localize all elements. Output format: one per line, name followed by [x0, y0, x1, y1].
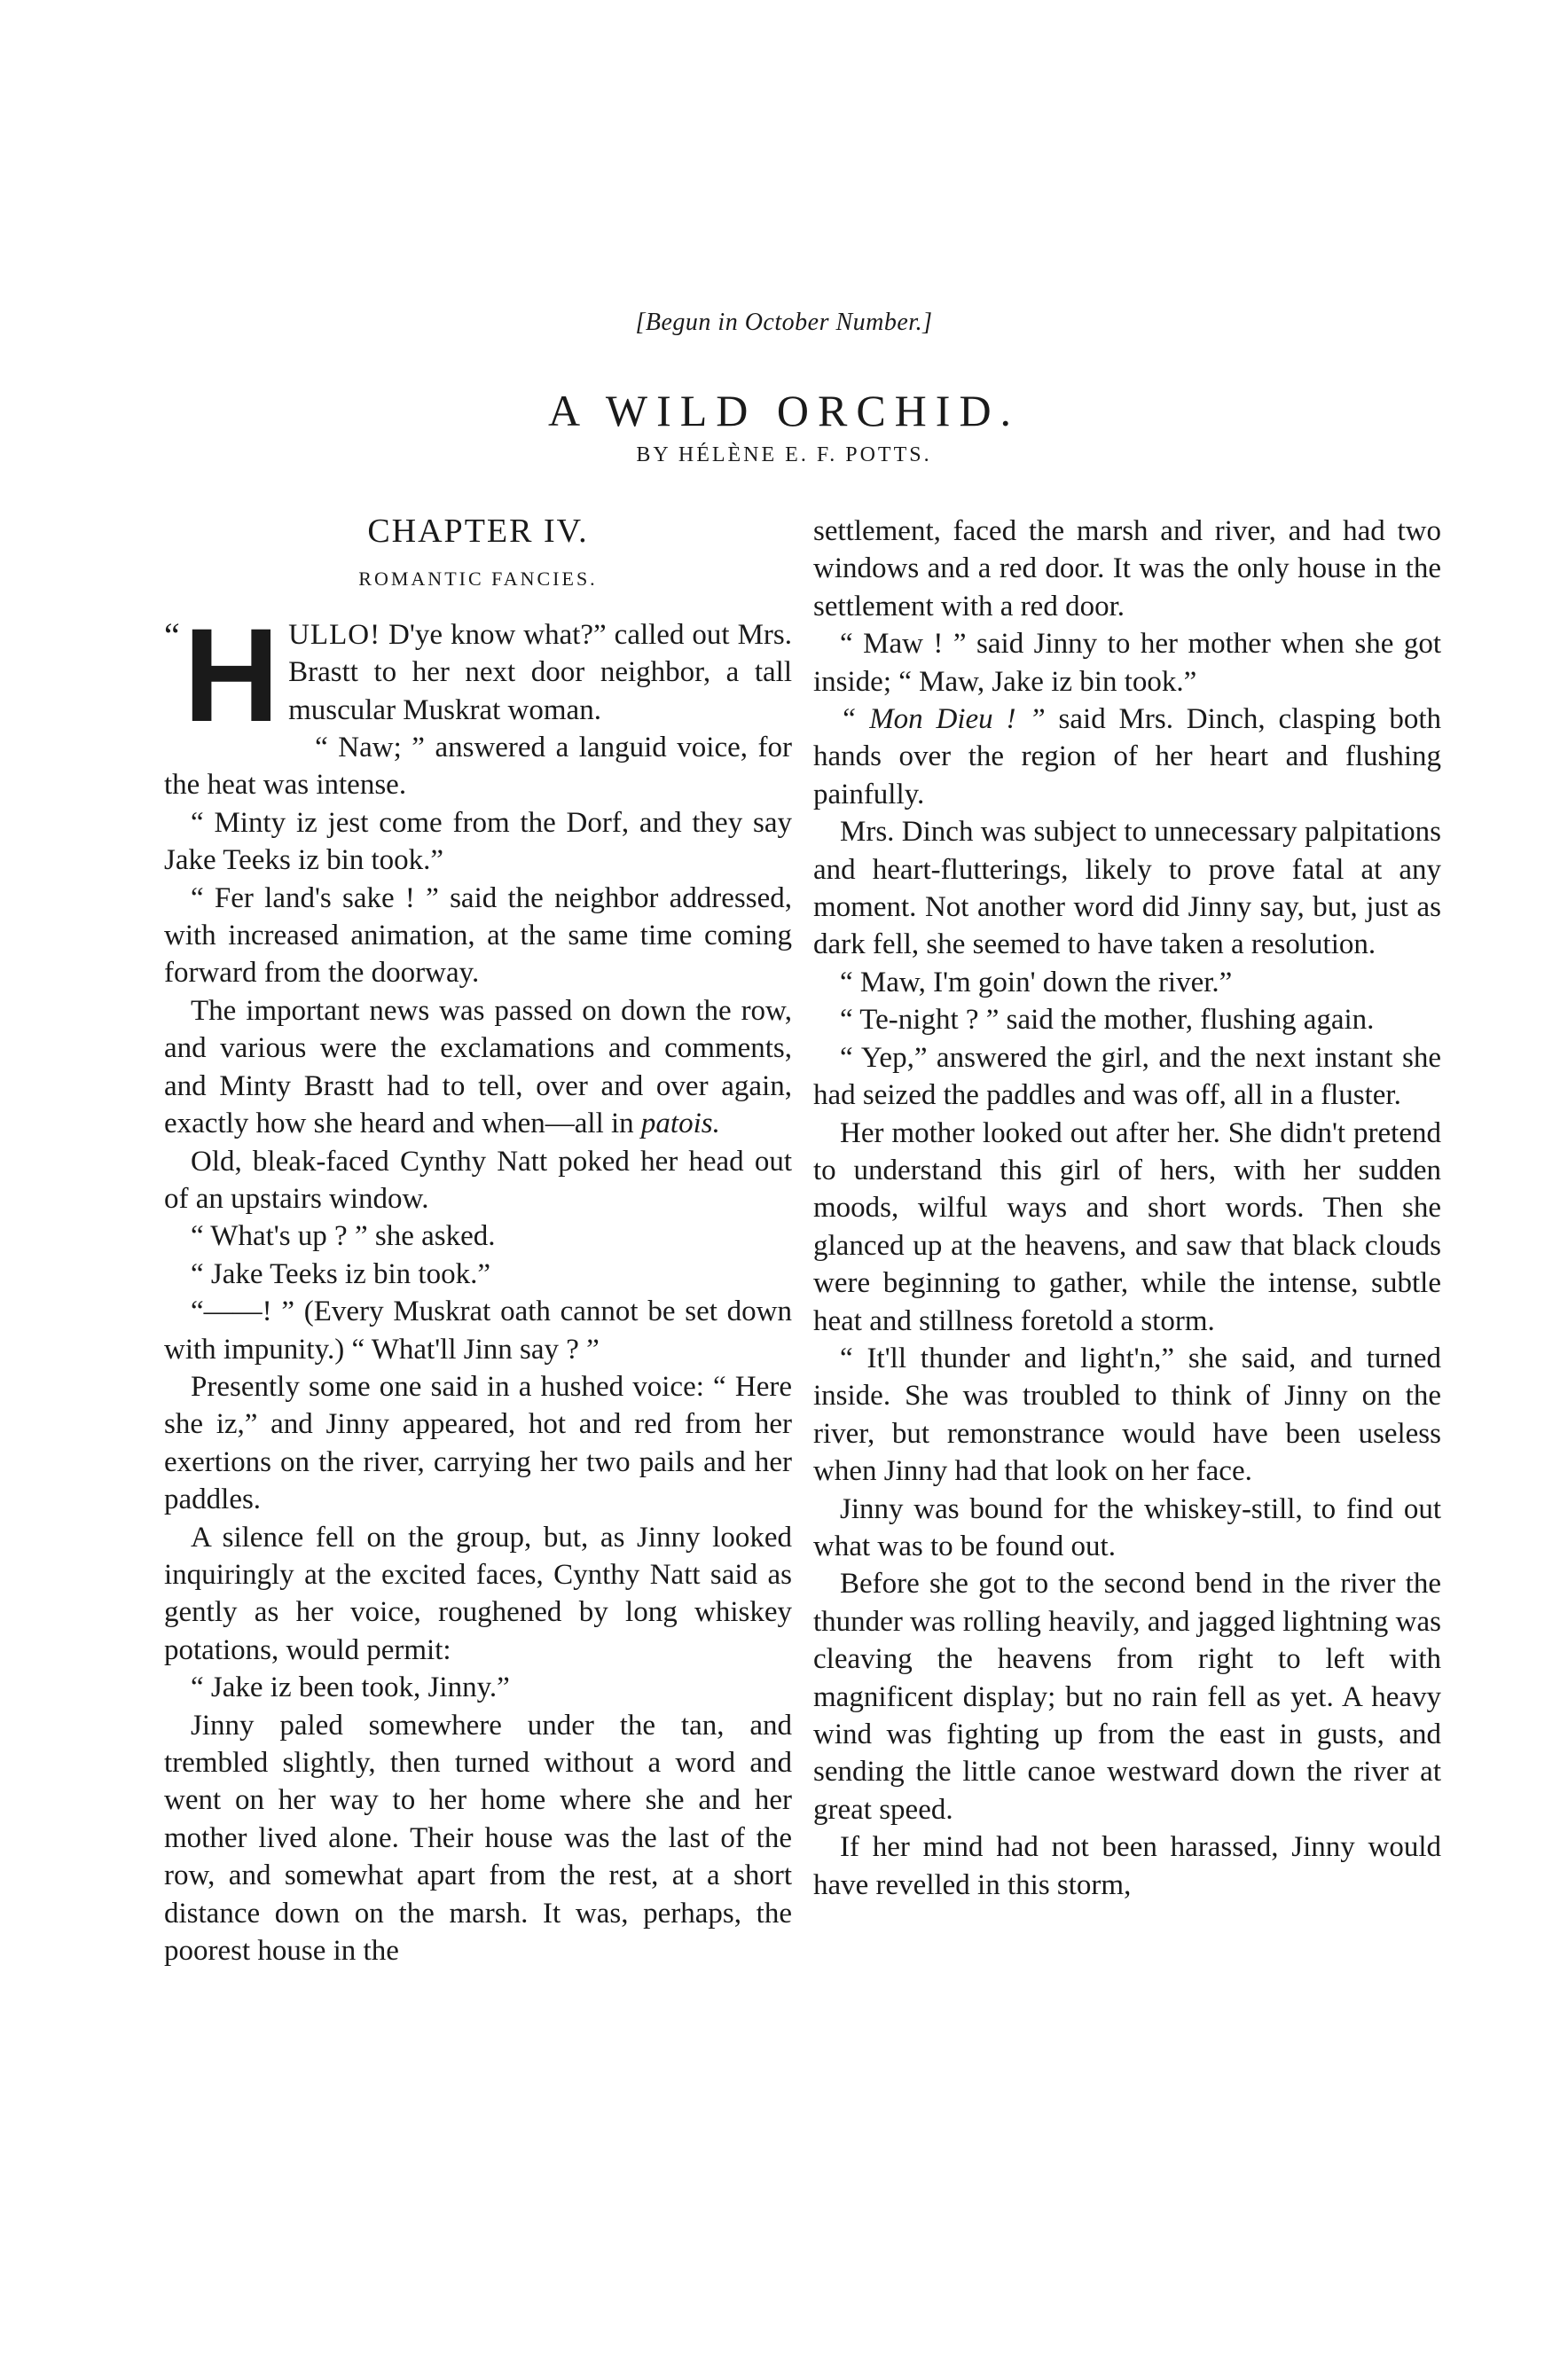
chapter-heading: CHAPTER IV. [367, 513, 589, 550]
paragraph: “ Jake iz been took, Jinny.” [191, 1671, 510, 1704]
paragraph: “ Naw; ” answered a languid voice, for the heat was intense. [164, 732, 792, 802]
story-title: A WILD ORCHID. [547, 385, 1021, 435]
paragraph-text: D'ye know what?” called out Mrs. Brastt to her next door neighbor, a tall muscular Muskrat woman. [288, 618, 792, 726]
drop-cap-quote: “ [164, 615, 180, 655]
paragraph: A silence fell on the group, but, as Jinny looked inquiringly at the excited faces, Cynthy Natt said as gently as her voice, roughened by long whiskey potations, would permit: [164, 1521, 792, 1666]
paragraph [164, 992, 792, 1143]
author-byline: BY HÉLÈNE E. F. POTTS. [636, 443, 932, 466]
left-column [164, 513, 792, 1969]
paragraph: Jinny was bound for the whiskey-still, to find out what was to be found out. [813, 1492, 1441, 1562]
paragraph: settlement, faced the marsh and river, and had two windows and a red door. It was the only house in the settlement with a red door. [813, 515, 1441, 622]
paragraph: Mrs. Dinch was subject to unnecessary palpitations and heart-flutterings, likely to prove fatal at any moment. Not another word did Jinny say, but, just as dark fell, she seemed to have taken a resolution. [813, 816, 1441, 961]
chapter-subtitle: ROMANTIC FANCIES. [358, 568, 598, 591]
paragraph: “——! ” (Every Muskrat oath cannot be set down with impunity.) “ What'll Jinn say ? ” [164, 1296, 792, 1366]
paragraph-text: The important news was passed on down the row, and various were the exclamations and comments, and Minty Brastt had to tell, over and over again, exactly how she heard and when—all in [164, 994, 792, 1140]
paragraph: “ What's up ? ” she asked. [191, 1220, 496, 1253]
paragraph: “ Jake Teeks iz bin took.” [191, 1257, 490, 1290]
paragraph: “ It'll thunder and light'n,” she said, and turned inside. She was troubled to think of Jinny on the river, but remonstrance would have been useless when Jinny had that look on her face. [813, 1342, 1441, 1488]
paragraph: “ Minty iz jest come from the Dorf, and they say Jake Teeks iz bin took.” [164, 806, 792, 877]
paragraph-text: said Mrs. Dinch, clasping both hands over the region of her heart and flushing painfully. [813, 703, 1441, 810]
paragraph: Before she got to the second bend in the river the thunder was rolling heavily, and jagged lightning was cleaving the heavens from right to left with magnificent display; but no rain fell as yet. A heavy wind was fighting up from the east in gusts, and sending the little canoe westward down the river at great speed. [813, 1568, 1441, 1826]
paragraph: “ Maw ! ” said Jinny to her mother when she got inside; “ Maw, Jake iz bin took.” [813, 628, 1441, 698]
continuation-note: [Begun in October Number.] [635, 309, 933, 336]
paragraph: Old, bleak-faced Cynthy Natt poked her head out of an upstairs window. [164, 1145, 792, 1215]
paragraph: “ Te-night ? ” said the mother, flushing again. [840, 1004, 1375, 1037]
opening-paragraph [164, 599, 792, 749]
paragraph: Her mother looked out after her. She didn't pretend to understand this girl of hers, with her sudden moods, wilful ways and short words. Then she glanced up at the heavens, and saw that black clouds were beginning to gather, while the intense, subtle heat and stillness foretold a storm. [813, 1116, 1441, 1337]
paragraph: Jinny paled somewhere under the tan, and trembled slightly, then turned without a word and went on her way to her home where she and her mother lived alone. Their house was the last of the row, and somewhat apart from the rest, at a short distance down on the marsh. It was, perhaps, the poorest house in the [164, 1709, 792, 1968]
paragraph: “ Maw, I'm goin' down the river.” [840, 966, 1233, 998]
italic-phrase: “ Mon Dieu ! ” [840, 703, 1046, 736]
paragraph: If her mind had not been harassed, Jinny would have revelled in this storm, [813, 1831, 1441, 1901]
drop-cap-letter: H [183, 599, 280, 749]
paragraph [813, 701, 1441, 813]
paragraph: Presently some one said in a hushed voice: “ Here she iz,” and Jinny appeared, hot and red from her exertions on the river, carrying her two pails and her paddles. [164, 1370, 792, 1516]
italic-word: patois. [640, 1108, 720, 1140]
drop-cap [164, 599, 280, 749]
drop-cap-rest: ULLO! [288, 618, 381, 651]
paragraph: “ Yep,” answered the girl, and the next instant she had seized the paddles and was off, all in a fluster. [813, 1041, 1441, 1112]
right-column [813, 513, 1441, 1904]
paragraph: “ Fer land's sake ! ” said the neighbor addressed, with increased animation, at the same time coming forward from the doorway. [164, 881, 792, 990]
